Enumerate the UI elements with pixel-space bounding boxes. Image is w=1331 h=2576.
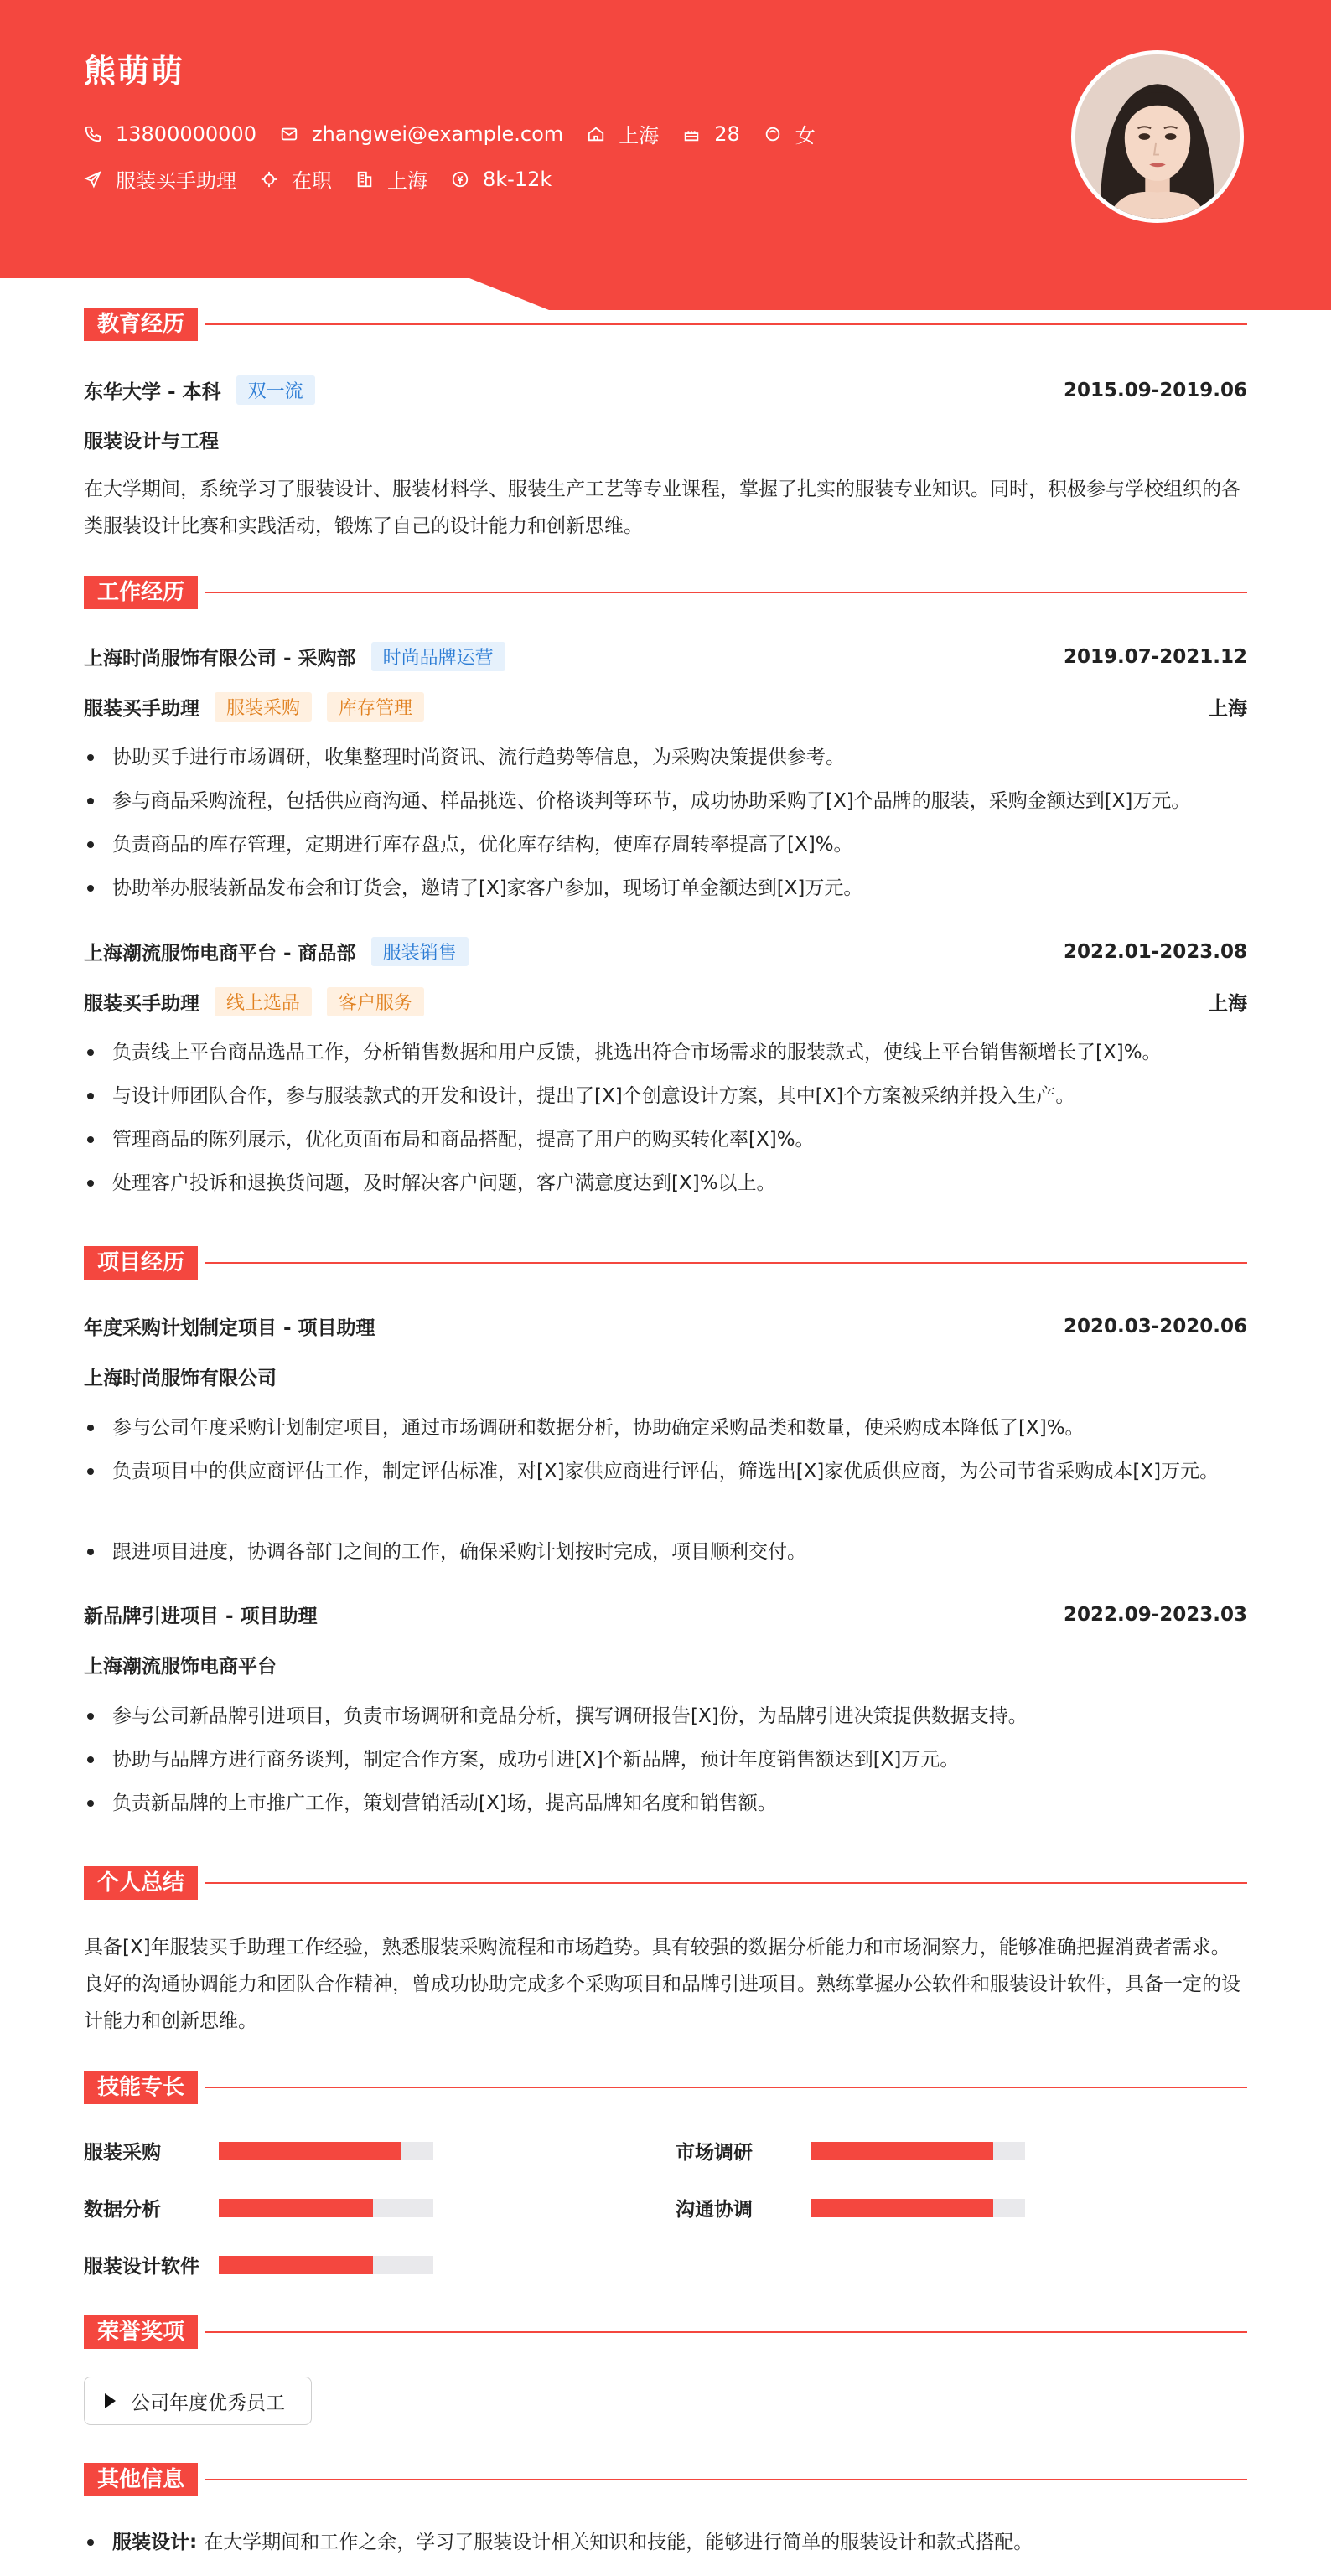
- bullet-text: 负责线上平台商品选品工作，分析销售数据和用户反馈，挑选出符合市场需求的服装款式，使线上平台销售额增长了[X]%。: [112, 1042, 1162, 1063]
- summary-text: 具备[X]年服装买手助理工作经验，熟悉服装采购流程和市场趋势。具有较强的数据分析能力和市场洞察力，能够准确把握消费者需求。良好的沟通协调能力和团队合作精神，曾成功协助完成多个采购项目和品牌引进项目。熟练掌握办公软件和服装设计软件，具备一定的设计能力和创新思维。: [84, 1937, 1240, 2032]
- section-projects: [84, 1246, 1247, 1280]
- phone-icon: [84, 125, 102, 143]
- mail-icon: [280, 125, 298, 143]
- project-bullet: [84, 1698, 1247, 1735]
- send-icon: [84, 170, 102, 189]
- bullet-text: 处理客户投诉和退换货问题，及时解决客户问题，客户满意度达到[X]%以上。: [112, 1172, 776, 1194]
- job-company: 上海潮流服饰电商平台 - 商品部: [84, 943, 356, 965]
- job-role: 服装买手助理: [84, 993, 199, 1015]
- bullet-text: 协助与品牌方进行商务谈判，制定合作方案，成功引进[X]个新品牌，预计年度销售额达到[X]万元。: [112, 1749, 960, 1771]
- salary-icon: [451, 170, 469, 189]
- job-bullet: [84, 1165, 1247, 1202]
- section-divider: [205, 2331, 1247, 2333]
- triangle-icon: [105, 2393, 116, 2408]
- education-date: 2015.09-2019.06: [1063, 379, 1247, 401]
- school-name: 东华大学 - 本科: [84, 381, 221, 403]
- award-text: 公司年度优秀员工: [131, 2392, 285, 2414]
- bullet-dot: [87, 1756, 94, 1763]
- position-text: 服装买手助理: [116, 169, 236, 193]
- cake-icon: [682, 125, 701, 143]
- salary-text: 8k-12k: [483, 167, 552, 191]
- section-title: 个人总结: [84, 1866, 198, 1900]
- bullet-text: 跟进项目进度，协调各部门之间的工作，确保采购计划按时完成，项目顺利交付。: [112, 1541, 806, 1563]
- email-text: zhangwei@example.com: [311, 122, 564, 146]
- bullet-text: 负责新品牌的上市推广工作，策划营销活动[X]场，提高品牌知名度和销售额。: [112, 1792, 777, 1814]
- bullet-dot: [87, 1713, 94, 1720]
- job-city: 上海: [1209, 698, 1247, 720]
- status-text: 在职: [292, 169, 332, 193]
- skill-bar: [811, 2199, 1025, 2217]
- project-bullet: [84, 1741, 1247, 1778]
- contact-row: [84, 119, 839, 148]
- bullet-text: 与设计师团队合作，参与服装款式的开发和设计，提出了[X]个创意设计方案，其中[X]个方案被采纳并投入生产。: [112, 1085, 1075, 1107]
- section-divider: [205, 1262, 1247, 1264]
- skill-bar-fill: [811, 2199, 993, 2217]
- bullet-dot: [87, 841, 94, 848]
- job-skill-tag: 客户服务: [327, 987, 424, 1016]
- job-city: 上海: [1209, 993, 1247, 1015]
- contact-phone: [84, 122, 256, 146]
- contact-email: [280, 122, 563, 146]
- bullet-dot: [87, 798, 94, 804]
- section-divider: [205, 2479, 1247, 2480]
- job-industry-tag: 时尚品牌运营: [371, 642, 505, 671]
- project-header: [84, 1601, 1247, 1628]
- section-other: [84, 2463, 1247, 2496]
- gender-text: 女: [795, 124, 816, 147]
- bullet-text: 参与商品采购流程，包括供应商沟通、样品挑选、价格谈判等环节，成功协助采购了[X]个品牌的服装，采购金额达到[X]万元。: [112, 790, 1191, 812]
- skill-name: 市场调研: [676, 2142, 753, 2164]
- other-text: 在大学期间和工作之余，学习了服装设计相关知识和技能，能够进行简单的服装设计和款式搭配。: [204, 2532, 1033, 2553]
- job-role: 服装买手助理: [84, 698, 199, 720]
- bullet-dot: [87, 1136, 94, 1143]
- project-bullet: [84, 1453, 1247, 1490]
- section-skills: [84, 2071, 1247, 2104]
- bullet-text: 协助买手进行市场调研，收集整理时尚资讯、流行趋势等信息，为采购决策提供参考。: [112, 747, 845, 768]
- skill-item: [676, 2137, 753, 2165]
- contact-gender: [764, 119, 816, 148]
- skill-bar: [219, 2199, 433, 2217]
- avatar: [1071, 50, 1244, 223]
- job-bullet: [84, 870, 1247, 907]
- section-divider: [205, 1882, 1247, 1884]
- job-role-row: [84, 692, 1247, 722]
- section-education: [84, 308, 1247, 341]
- major: 服装设计与工程: [84, 431, 219, 453]
- project-name: 新品牌引进项目 - 项目助理: [84, 1606, 318, 1627]
- bullet-dot: [87, 1549, 94, 1555]
- section-title: 技能专长: [84, 2071, 198, 2104]
- job-industry-tag: 服装销售: [371, 937, 469, 966]
- job-header: [84, 642, 1247, 671]
- job-bullet: [84, 783, 1247, 820]
- section-divider: [205, 2087, 1247, 2088]
- job-bullet: [84, 1034, 1247, 1071]
- section-divider: [205, 323, 1247, 325]
- job-bullet: [84, 1078, 1247, 1115]
- status-icon: [260, 170, 278, 189]
- intent-row: [84, 164, 575, 194]
- skill-bar-fill: [219, 2256, 373, 2274]
- project-org: 上海潮流服饰电商平台: [84, 1656, 277, 1678]
- section-honors: [84, 2315, 1247, 2349]
- bullet-text: 负责商品的库存管理，定期进行库存盘点，优化库存结构，使库存周转率提高了[X]%。: [112, 834, 853, 856]
- job-skill-tag: 线上选品: [215, 987, 312, 1016]
- project-date: 2022.09-2023.03: [1063, 1603, 1247, 1626]
- school-tag: 双一流: [236, 375, 315, 405]
- education-description: 在大学期间，系统学习了服装设计、服装材料学、服装生产工艺等专业课程，掌握了扎实的服装专业知识。同时，积极参与学校组织的各类服装设计比赛和实践活动，锻炼了自己的设计能力和创新思维。: [84, 478, 1240, 537]
- job-role-row: [84, 987, 1247, 1016]
- skill-name: 沟通协调: [676, 2199, 753, 2221]
- section-title: 项目经历: [84, 1246, 198, 1280]
- job-date: 2019.07-2021.12: [1063, 645, 1247, 668]
- bullet-dot: [87, 1093, 94, 1099]
- age-text: 28: [714, 122, 740, 146]
- job-bullet: [84, 826, 1247, 863]
- award-item: [84, 2377, 312, 2425]
- intent-salary: [451, 168, 552, 191]
- home-icon: [587, 125, 605, 143]
- candidate-name: 熊萌萌: [84, 53, 185, 90]
- bullet-dot: [87, 754, 94, 761]
- project-header: [84, 1312, 1247, 1340]
- section-title: 荣誉奖项: [84, 2315, 198, 2349]
- skill-item: [84, 2194, 161, 2222]
- section-divider: [205, 592, 1247, 593]
- skill-bar: [219, 2256, 433, 2274]
- bullet-dot: [87, 1180, 94, 1187]
- contact-age: [682, 122, 740, 146]
- job-skill-tag: 服装采购: [215, 692, 312, 722]
- skill-name: 数据分析: [84, 2199, 161, 2221]
- education-header: [84, 375, 1247, 405]
- bullet-text: 参与公司年度采购计划制定项目，通过市场调研和数据分析，协助确定采购品类和数量，使采购成本降低了[X]%。: [112, 1417, 1085, 1439]
- project-org-row: [84, 1651, 1247, 1679]
- project-name: 年度采购计划制定项目 - 项目助理: [84, 1317, 375, 1339]
- bullet-text: 管理商品的陈列展示，优化页面布局和商品搭配，提高了用户的购买转化率[X]%。: [112, 1129, 815, 1151]
- job-bullet: [84, 739, 1247, 776]
- job-skill-tag: 库存管理: [327, 692, 424, 722]
- intent-position: [84, 164, 236, 194]
- skill-item: [84, 2137, 161, 2165]
- intent-status: [260, 164, 332, 194]
- skill-bar: [811, 2142, 1025, 2160]
- gender-icon: [764, 125, 782, 143]
- skill-bar-fill: [219, 2199, 373, 2217]
- project-bullet: [84, 1410, 1247, 1446]
- bullet-dot: [87, 1425, 94, 1431]
- skill-item: [676, 2194, 753, 2222]
- other-label: 服装设计:: [112, 2532, 198, 2553]
- contact-city: [587, 119, 659, 148]
- skill-bar-fill: [811, 2142, 993, 2160]
- project-date: 2020.03-2020.06: [1063, 1315, 1247, 1337]
- city-text: 上海: [619, 124, 660, 147]
- project-bullet: [84, 1534, 1247, 1570]
- bullet-dot: [87, 1049, 94, 1056]
- bullet-text: 负责项目中的供应商评估工作，制定评估标准，对[X]家供应商进行评估，筛选出[X]家优质供应商，为公司节省采购成本[X]万元。: [112, 1461, 1220, 1482]
- skill-item: [84, 2251, 199, 2279]
- intent-city: [355, 164, 427, 194]
- project-bullet: [84, 1785, 1247, 1822]
- bullet-dot: [87, 1800, 94, 1807]
- bullet-text: 参与公司新品牌引进项目，负责市场调研和竞品分析，撰写调研报告[X]份，为品牌引进决策提供数据支持。: [112, 1705, 1028, 1727]
- other-item: [84, 2524, 1247, 2561]
- skill-bar: [219, 2142, 433, 2160]
- phone-text: 13800000000: [116, 122, 256, 146]
- section-title: 工作经历: [84, 576, 198, 609]
- job-bullet: [84, 1121, 1247, 1158]
- section-title: 其他信息: [84, 2463, 198, 2496]
- section-title: 教育经历: [84, 308, 198, 341]
- job-date: 2022.01-2023.08: [1063, 940, 1247, 963]
- intent-city-text: 上海: [387, 169, 427, 193]
- section-summary: [84, 1866, 1247, 1900]
- skill-name: 服装采购: [84, 2142, 161, 2164]
- bullet-dot: [87, 1468, 94, 1475]
- bullet-text: 协助举办服装新品发布会和订货会，邀请了[X]家客户参加，现场订单金额达到[X]万元。: [112, 877, 863, 899]
- education-major-row: [84, 426, 1247, 453]
- job-header: [84, 937, 1247, 966]
- project-org-row: [84, 1363, 1247, 1390]
- bullet-dot: [87, 2539, 94, 2546]
- section-work: [84, 576, 1247, 609]
- building-icon: [355, 170, 374, 189]
- skill-name: 服装设计软件: [84, 2256, 199, 2278]
- job-company: 上海时尚服饰有限公司 - 采购部: [84, 648, 356, 670]
- bullet-dot: [87, 885, 94, 892]
- skill-bar-fill: [219, 2142, 401, 2160]
- project-org: 上海时尚服饰有限公司: [84, 1368, 277, 1389]
